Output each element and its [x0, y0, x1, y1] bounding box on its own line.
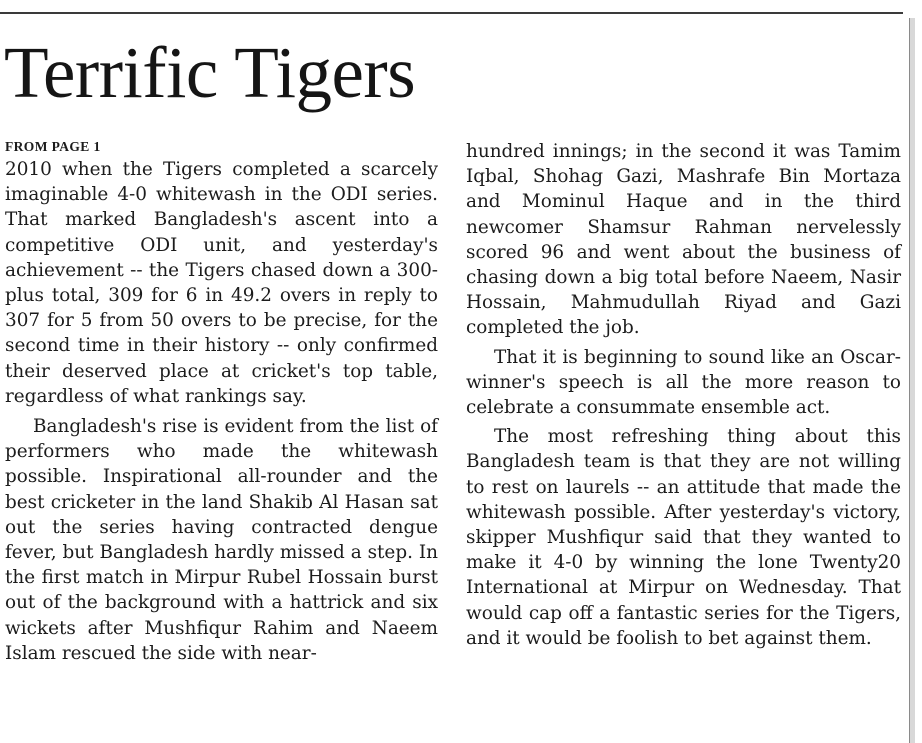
page-edge [909, 18, 915, 743]
jump-line: FROM PAGE 1 [5, 139, 101, 154]
top-rule [0, 12, 903, 14]
left-column [5, 138, 438, 666]
paragraph: That it is beginning to sound like an Oscar-winner's speech is all the more reason to celebrate a consummate ensemble act. [466, 346, 901, 419]
right-column [466, 139, 901, 651]
paragraph: 2010 when the Tigers completed a scarcely imaginable 4-0 whitewash in the ODI series. That marked Bangladesh's ascent into a competitive ODI unit, and yesterday's achievement -- the Tigers chased down a 300-plus total, 309 for 6 in 49.2 overs in reply to 307 for 5 from 50 overs to be precise, for the second time in their history -- only confirmed their deserved place at cricket's top table, regardless of what rankings say. [5, 159, 438, 407]
paragraph: Bangladesh's rise is evident from the list of performers who made the whitewash possible. Inspirational all-rounder and the best cricketer in the land Shakib Al Hasan sat out the series having contracted dengue fever, but Bangladesh hardly missed a step. In the first match in Mirpur Rubel Hossain burst out of the background with a hattrick and six wickets after Mushfiqur Rahim and Naeem Islam rescued the side with near- [5, 416, 438, 664]
headline: Terrific Tigers [4, 32, 416, 113]
paragraph: The most refreshing thing about this Bangladesh team is that they are not willing to rest on laurels -- an attitude that made the whitewash possible. After yesterday's victory, skipper Mushfiqur said that they wanted to make it 4-0 by winning the lone Twenty20 International at Mirpur on Wednesday. That would cap off a fantastic series for the Tigers, and it would be foolish to bet against them. [466, 426, 901, 649]
paragraph: hundred innings; in the second it was Tamim Iqbal, Shohag Gazi, Mashrafe Bin Mortaza and Mominul Haque and in the third newcomer Shamsur Rahman nervelessly scored 96 and went about the business of chasing down a big total before Naeem, Nasir Hossain, Mahmudullah Riyad and Gazi completed the job. [466, 141, 901, 339]
